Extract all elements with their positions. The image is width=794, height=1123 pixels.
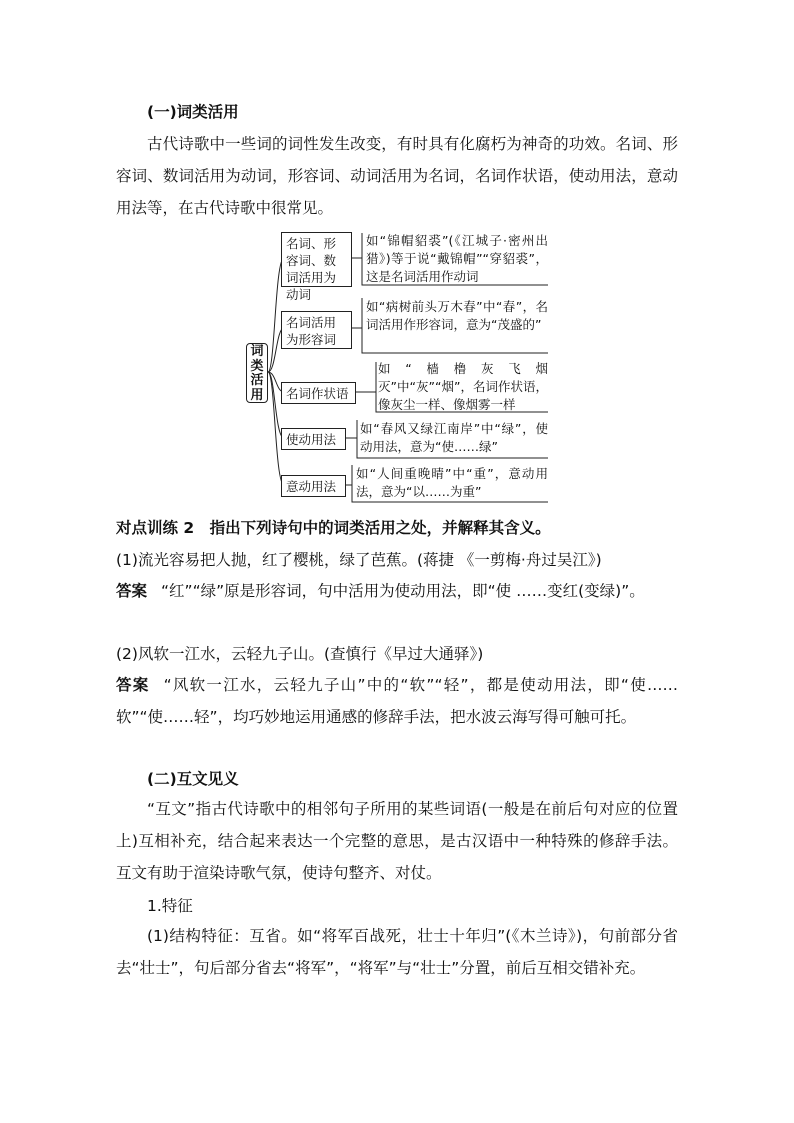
feature-point-1: (1)结构特征：互省。如“将军百战死，壮士十年归”(《木兰诗》)，句前部分省去“壮士”，句后部分省去“将军”，“将军”与“壮士”分置，前后互相交错补充。 — [116, 927, 678, 977]
huwen-intro-paragraph: “互文”指古代诗歌中的相邻句子所用的某些词语(一般是在前后句对应的位置上)互相补充，结合起来表达一个完整的意思，是古汉语中一种特殊的修辞手法。互文有助于渲染诗歌气氛，使诗句整齐、对仗。 — [116, 800, 678, 882]
answer-1-text: “红”“绿”原是形容词，句中活用为使动用法，即“使 ……变红(变绿)”。 — [161, 582, 645, 600]
diagram-root-box: 词类活用 — [246, 343, 268, 403]
diagram-branch-box-4: 使动用法 — [281, 428, 346, 450]
diagram-branch-desc-1: 如“锦帽貂裘”(《江城子·密州出猎》)等于说“戴锦帽”“穿貂裘”，这是名词活用作动词 — [366, 233, 548, 284]
practice-title: 对点训练 2 指出下列诗句中的词类活用之处，并解释其含义。 — [116, 519, 551, 537]
diagram-branch-desc-5: 如“人间重晚晴”中“重”，意动用法，意为“以……为重” — [356, 466, 548, 499]
answer-2 — [116, 669, 678, 733]
answer-label: 答案 — [116, 582, 148, 600]
diagram-branch-box-3: 名词作状语 — [281, 382, 356, 404]
diagram-branch-desc-2: 如“病树前头万木春”中“春”，名词活用作形容词，意为“茂盛的” — [366, 299, 548, 332]
diagram-branch-box-5: 意动用法 — [281, 475, 346, 497]
answer-label: 答案 — [116, 676, 150, 694]
subheading-features: 1.特征 — [147, 897, 193, 915]
answer-2-text: “风软一江水，云轻九子山”中的“软”“轻”，都是使动用法，即“使……软”“使……轻”，均巧妙地运用通感的修辞手法，把水波云海写得可触可托。 — [116, 676, 678, 726]
diagram-branch-box-1: 名词、形容词、数词活用为动词 — [281, 232, 352, 287]
section-heading-ciLeiHuoYong: (一)词类活用 — [147, 103, 239, 121]
diagram-branch-desc-4: 如“春风又绿江南岸”中“绿”，使动用法，意为“使……绿” — [360, 421, 548, 454]
question-1: (1)流光容易把人抛，红了樱桃，绿了芭蕉。(蒋捷 《一剪梅·舟过吴江》) — [116, 551, 602, 569]
diagram-branch-desc-3: 如“樯橹灰飞烟灭”中“灰”“烟”，名词作状语，像灰尘一样、像烟雾一样 — [378, 361, 548, 412]
section-heading-huWenJianYi: (二)互文见义 — [147, 770, 239, 788]
answer-1 — [116, 575, 678, 607]
section-intro-paragraph: 古代诗歌中一些词的词性发生改变，有时具有化腐朽为神奇的功效。名词、形容词、数词活用为动词，形容词、动词活用为名词，名词作状语，使动用法，意动用法等，在古代诗歌中很常见。 — [116, 135, 678, 217]
question-2: (2)风软一江水，云轻九子山。(查慎行《早过大通驿》) — [116, 645, 484, 663]
diagram-branch-box-2: 名词活用为形容词 — [281, 311, 352, 349]
